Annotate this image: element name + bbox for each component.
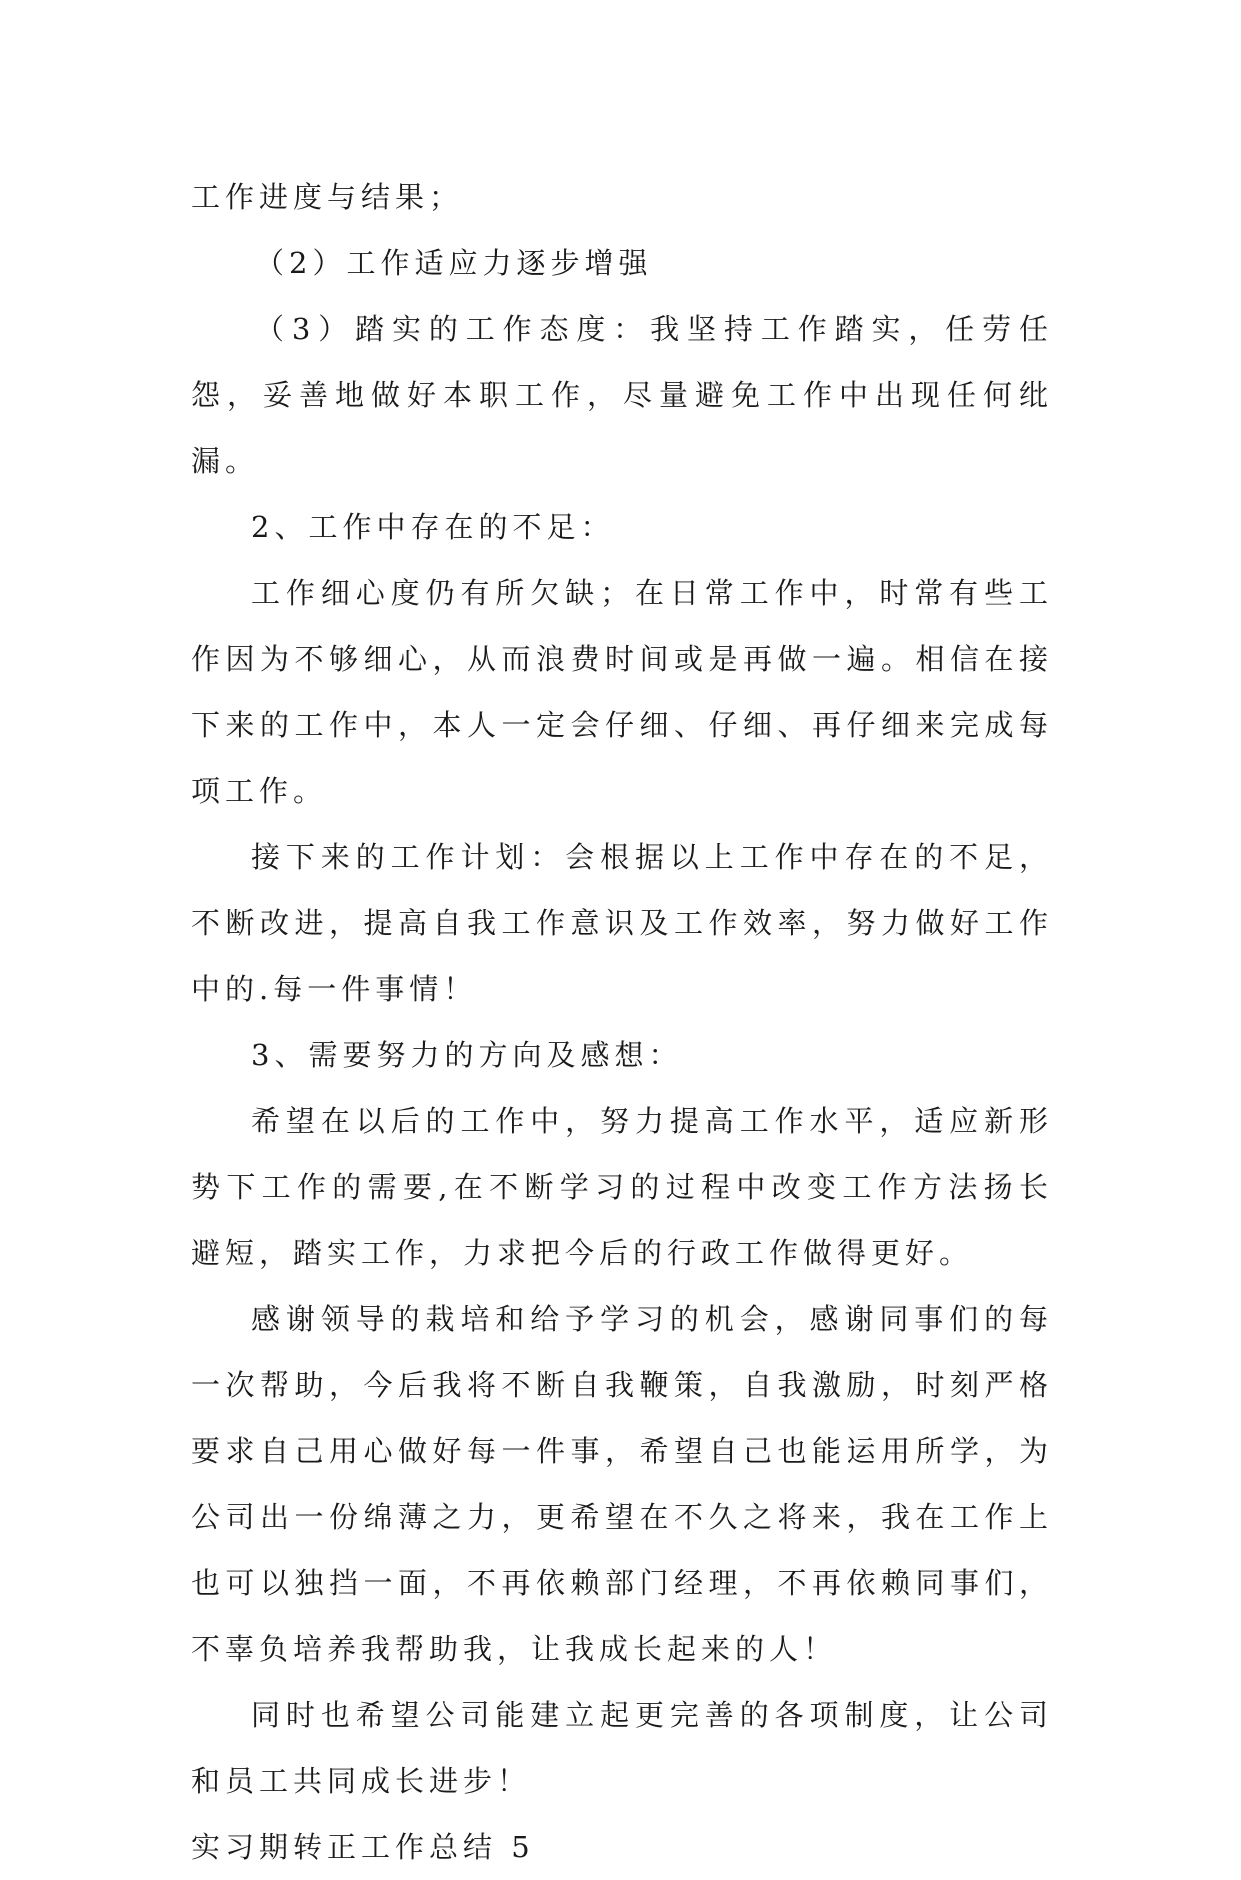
- paragraph-hopes: 希望在以后的工作中，努力提高工作水平，适应新形势下工作的需要,在不断学习的过程中改变工作方法扬长避短，踏实工作，力求把今后的行政工作做得更好。: [191, 1104, 1053, 1270]
- paragraph-shortcomings: 工作细心度仍有所欠缺；在日常工作中，时常有些工作因为不够细心，从而浪费时间或是再做一遍。相信在接下来的工作中，本人一定会仔细、仔细、再仔细来完成每项工作。: [191, 576, 1053, 808]
- paragraph-work-progress: 工作进度与结果；: [191, 180, 464, 214]
- paragraph-thanks: 感谢领导的栽培和给予学习的机会，感谢同事们的每一次帮助，今后我将不断自我鞭策，自我激励，时刻严格要求自己用心做好每一件事，希望自己也能运用所学，为公司出一份绵薄之力，更希望在不久之将来，我在工作上也可以独挡一面，不再依赖部门经理，不再依赖同事们，不辜负培养我帮助我，让我成长起来的人！: [191, 1302, 1053, 1666]
- paragraph-section-3-heading: 3、需要努力的方向及感想：: [251, 1038, 683, 1072]
- document-body: [191, 164, 1053, 1880]
- paragraph-company-wish: 同时也希望公司能建立起更完善的各项制度，让公司和员工共同成长进步！: [191, 1698, 1053, 1798]
- paragraph-work-plan: 接下来的工作计划：会根据以上工作中存在的不足，不断改进，提高自我工作意识及工作效率，努力做好工作中的.每一件事情！: [191, 840, 1053, 1006]
- paragraph-section-2-heading: 2、工作中存在的不足：: [251, 510, 615, 544]
- section-heading: 实习期转正工作总结 5: [191, 1830, 535, 1864]
- paragraph-item-2: （2）工作适应力逐步增强: [255, 246, 653, 280]
- paragraph-item-3: （3）踏实的工作态度：我坚持工作踏实，任劳任怨，妥善地做好本职工作，尽量避免工作中出现任何纰漏。: [191, 312, 1053, 478]
